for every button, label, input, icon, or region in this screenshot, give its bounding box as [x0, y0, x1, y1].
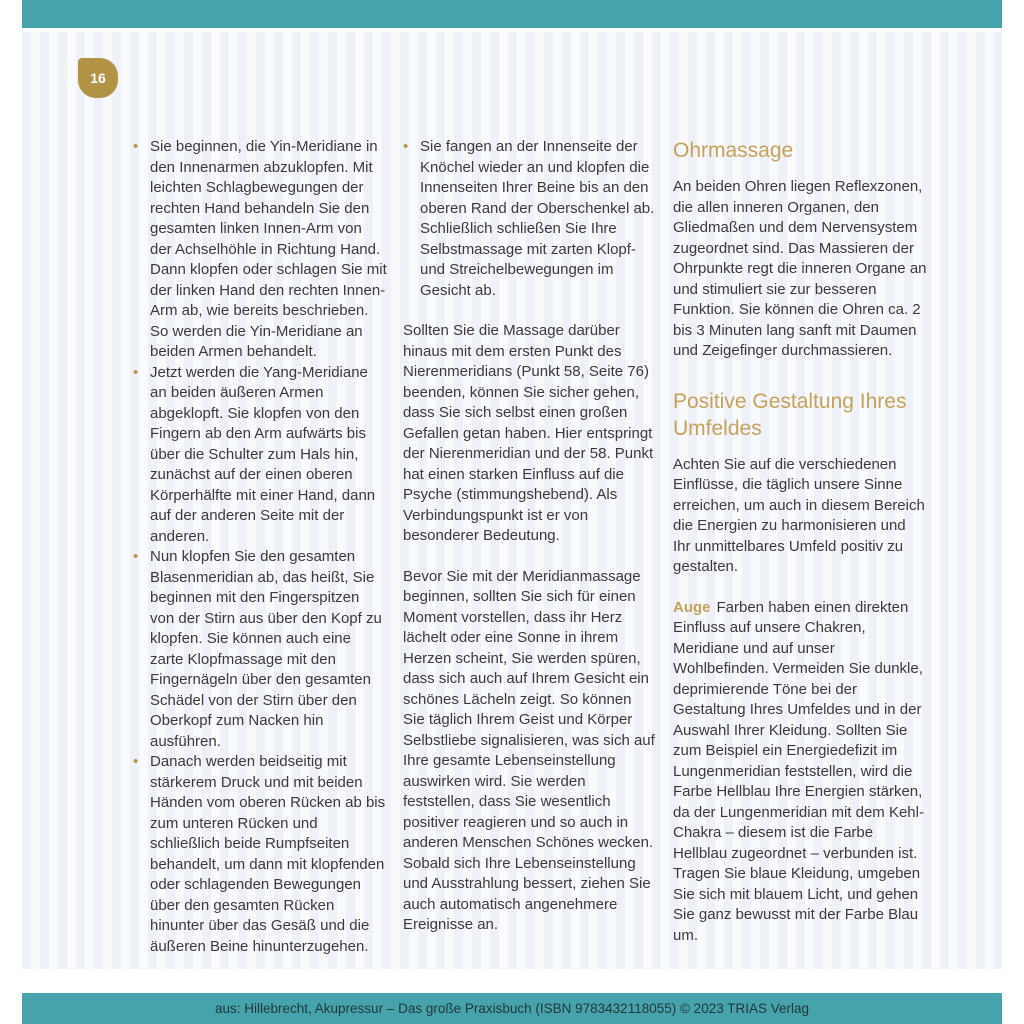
body-paragraph [673, 598, 927, 947]
list-item: • Jetzt werden die Yang-Meridiane an beiden äußeren Armen abgeklopft. Sie klopfen von den Fingern ab den Arm aufwärts bis über die Schulter zum Hals hin, zunächst auf der einen oberen Körperhälfte mit einer Hand, dann auf der anderen Seite mit der anderen. [133, 363, 387, 548]
list-item: • Sie beginnen, die Yin-Meridiane in den Innenarmen abzuklopfen. Mit leichten Schlagbewegungen der rechten Hand behandeln Sie den gesamten linken Innen-Arm von der Achselhöhle in Richtung Hand. Dann klopfen oder schlagen Sie mit der linken Hand den rechten Innen-Arm ab, wie bereits beschrieben. So werden die Yin-Meridiane an beiden Armen behandelt. [133, 137, 387, 363]
list-item: • Sie fangen an der Innenseite der Knöchel wieder an und klopfen die Innenseiten Ihrer Beine bis an den oberen Rand der Oberschenkel ab. Schließlich schließen Sie Ihre Selbstmassage mit zarten Klopf- und Streichelbewegungen im Gesicht ab. [403, 137, 657, 301]
list-item: • Nun klopfen Sie den gesamten Blasenmeridian ab, das heißt, Sie beginnen mit den Fingerspitzen von der Stirn aus über den Kopf zu klopfen. Sie können auch eine zarte Klopfmassage mit den Fingernägeln über den gesamten Schädel von der Stirn über den Oberkopf zum Nacken hin ausführen. [133, 547, 387, 752]
column-2 [403, 137, 657, 957]
body-paragraph: Achten Sie auf die verschiedenen Einflüsse, die täglich unsere Sinne erreichen, um auch in diesem Bereich die Energien zu harmonisieren und Ihr unmittelbares Umfeld positiv zu gestalten. [673, 455, 925, 575]
page-number: 16 [90, 70, 106, 86]
body-paragraph: Sollten Sie die Massage darüber hinaus mit dem ersten Punkt des Nierenmeridians (Punkt 58, Seite 76) beenden, können Sie sicher gehen, dass Sie sich selbst einen großen Gefallen getan haben. Hier entspringt der Nierenmeridian und der 58. Punkt hat einen starken Einfluss auf die Psyche (stimmungshebend). Als Verbindungspunkt ist er von besonderer Bedeutung. [403, 322, 654, 544]
section-heading-ohrmassage: Ohrmassage [673, 139, 794, 162]
instruction-bullet-list-2 [403, 137, 657, 301]
text-columns [133, 137, 933, 957]
list-item: • Danach werden beidseitig mit stärkerem Druck und mit beiden Händen vom oberen Rücken ab bis zum unteren Rücken und schließlich beide Rumpfseiten behandelt, um dann mit klopfenden oder schlagenden Bewegungen über den gesamten Rücken hinunter über das Gesäß und die äußeren Beine hinunterzugehen. [133, 752, 387, 957]
body-paragraph: Bevor Sie mit der Meridianmassage beginnen, sollten Sie sich für einen Moment vorstellen, dass ihr Herz lächelt oder eine Sonne in ihrem Herzen scheint, Sie werden spüren, dass sich auch auf Ihrem Gesicht ein schönes Lächeln zeigt. So können Sie täglich Ihrem Geist und Körper Selbstliebe signalisieren, was sich auf Ihre gesamte Lebenseinstellung auswirken wird. Sie werden feststellen, dass Sie wesentlich positiver reagieren und so auch in anderen Menschen Schönes wecken. Sobald sich Ihre Lebenseinstellung und Ausstrahlung bessert, ziehen Sie auch automatisch angenehmere Ereignisse an. [403, 567, 655, 933]
section-heading-positive-gestaltung: Positive Gestaltung Ihres Umfeldes [673, 389, 907, 440]
page-number-badge [78, 58, 118, 98]
instruction-bullet-list-1 [133, 137, 387, 957]
column-1 [133, 137, 387, 957]
sense-label-auge: Auge [673, 598, 711, 616]
column-3 [673, 137, 927, 957]
sense-paragraph-text: Farben haben einen direkten Einfluss auf unsere Chakren, Meridiane und auf unser Wohlbefinden. Vermeiden Sie dunkle, deprimierende Töne bei der Gestaltung Ihres Umfeldes und in der Auswahl Ihrer Kleidung. Sollten Sie zum Beispiel ein Energiedefizit im Lungenmeridian feststellen, wird die Farbe Hellblau Ihre Energien stärken, da der Lungenmeridian mit dem Kehl-Chakra – diesem ist die Farbe Hellblau zugeordnet – verbunden ist. Tragen Sie blaue Kleidung, umgeben Sie sich mit blauem Licht, und gehen Sie ganz bewusst mit der Farbe Blau um. [673, 598, 924, 944]
top-color-band [22, 0, 1002, 28]
body-paragraph: An beiden Ohren liegen Reflexzonen, die allen inneren Organen, den Gliedmaßen und dem Nervensystem zugeordnet sind. Das Massieren der Ohrpunkte regt die inneren Organe an und stimuliert sie zur besseren Funktion. Sie können die Ohren ca. 2 bis 3 Minuten lang sanft mit Daumen und Zeigefinger durchmassieren. [673, 178, 927, 359]
footer-color-band [22, 993, 1002, 1024]
footer-credit-line: aus: Hillebrecht, Akupressur – Das große Praxisbuch (ISBN 9783432118055) © 2023 TRIAS Verlag [214, 1001, 810, 1016]
